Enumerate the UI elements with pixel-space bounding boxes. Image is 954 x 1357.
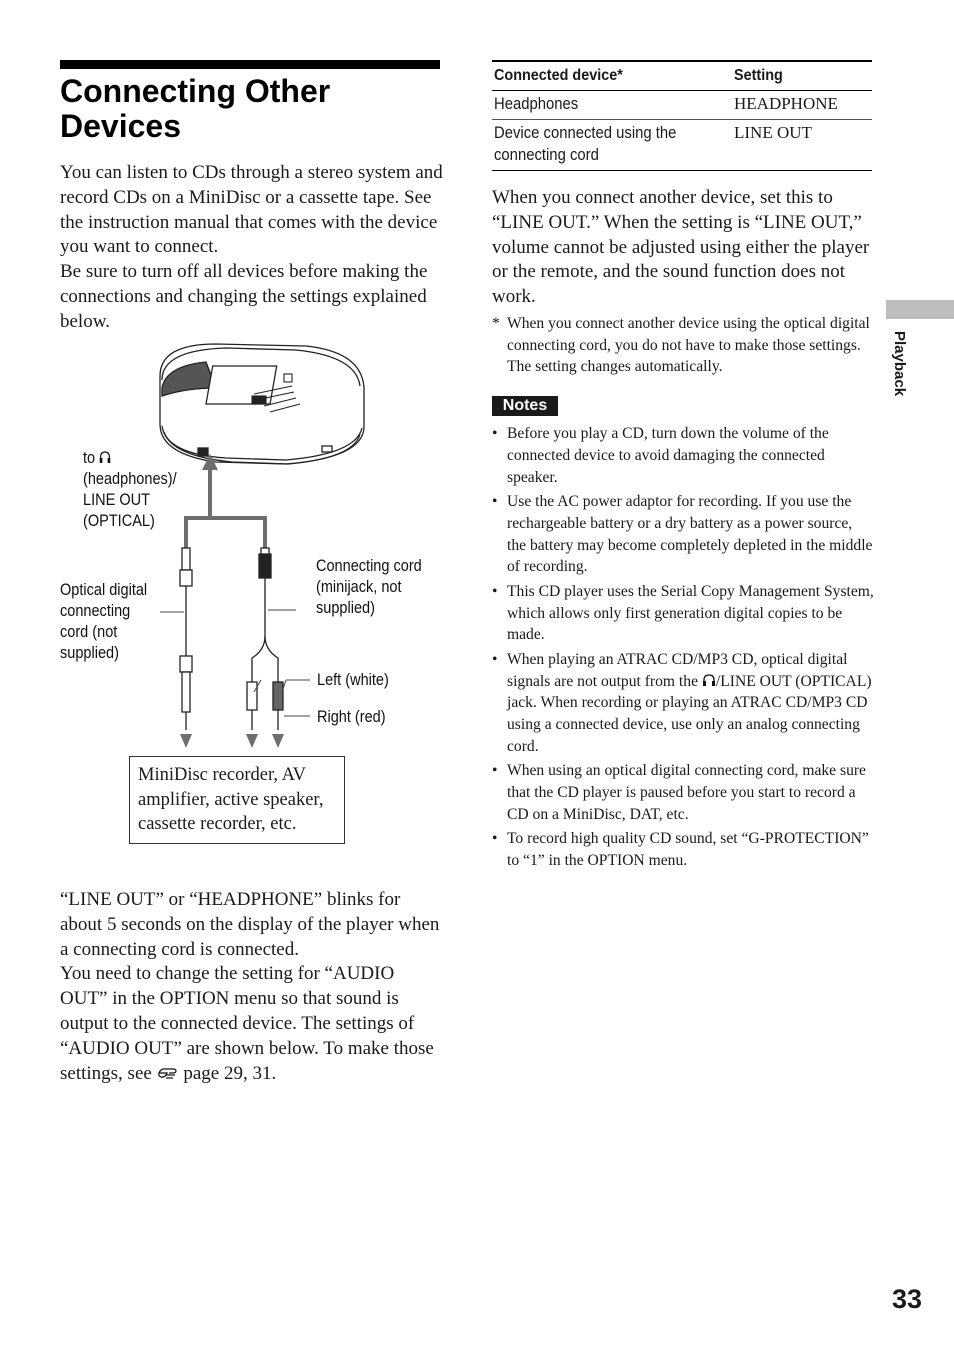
note-item: • To record high quality CD sound, set “G-PROTECTION” to “1” in the OPTION menu. (492, 830, 869, 870)
after-paragraph: You need to change the setting for “AUDIO OUT” in the OPTION menu so that sound is output to the connected device. The settings of “AUDIO OUT” are shown below. To make those settings, see page 29, 31. (60, 963, 434, 1084)
note-item: • When playing an ATRAC CD/MP3 CD, optical digital signals are not output from the /LINE OUT (OPTICAL) jack. When recording or playing an ATRAC CD/MP3 CD using a connected device, use only an analog connecting cord. (492, 650, 872, 755)
optical-cord-label: Optical digital connecting cord (not supplied) (60, 581, 148, 662)
footnote (492, 313, 874, 378)
intro-text (60, 161, 445, 335)
arrow-right (272, 734, 284, 748)
page-title: Connecting Other Devices (60, 73, 331, 144)
audio-out-settings-table (492, 60, 872, 171)
section-tab-label: Playback (891, 331, 908, 397)
jack-label: to (headphones)/ LINE OUT (OPTICAL) (83, 449, 177, 530)
table-header-row (492, 61, 872, 91)
after-paragraph: “LINE OUT” or “HEADPHONE” blinks for about 5 seconds on the display of the player when a connecting cord is connected. (60, 889, 440, 960)
intro-paragraph: Be sure to turn off all devices before making the connections and changing the settings explained below. (60, 261, 428, 332)
note-item: • This CD player uses the Serial Copy Management System, which allows only first generation digital copies to be made. (492, 582, 874, 644)
destination-line: cassette recorder, etc. (138, 814, 297, 834)
page-reference-icon (157, 1065, 179, 1081)
line-out-paragraph: When you connect another device, set this to “LINE OUT.” When the setting is “LINE OUT,” volume cannot be adjusted using either the player or the remote, and the sound function does not work. (492, 187, 870, 308)
arrow-left (246, 734, 258, 748)
device-cell: Device connected using the connecting cord (494, 124, 677, 164)
connecting-cord-label: Connecting cord (minijack, not supplied) (316, 557, 422, 617)
analog-cord (247, 548, 283, 730)
setting-cell: HEADPHONE (734, 94, 838, 113)
cable-routing (186, 466, 265, 548)
optical-cord (180, 548, 192, 730)
notes-badge: Notes (492, 396, 558, 416)
intro-paragraph: You can listen to CDs through a stereo system and record CDs on a MiniDisc or a cassette tape. See the instruction manual that comes with the device you want to connect. (60, 162, 443, 258)
left-white-label: Left (white) (317, 671, 389, 689)
table-row (492, 120, 872, 171)
destination-line: MiniDisc recorder, AV (138, 765, 306, 785)
table-row (492, 91, 872, 120)
destination-box (129, 756, 345, 844)
title-rule (60, 60, 440, 69)
arrow-optical (180, 734, 192, 748)
notes-list (492, 423, 874, 875)
right-red-label: Right (red) (317, 708, 386, 726)
headphones-icon (99, 450, 111, 464)
footnote-text: When you connect another device using the optical digital connecting cord, you do not have to make those settings. The setting changes automatically. (507, 315, 870, 375)
column-header-device: Connected device* (494, 67, 623, 84)
footnote-mark: * (492, 315, 500, 332)
page-number: 33 (891, 1284, 922, 1314)
column-header-setting: Setting (734, 67, 783, 84)
note-item: • Use the AC power adaptor for recording. If you use the rechargeable battery or a dry battery as a power source, the battery may become completely depleted in the middle of recording. (492, 492, 873, 576)
setting-cell: LINE OUT (734, 123, 812, 142)
cd-player-illustration (160, 344, 364, 464)
note-item: • When using an optical digital connecting cord, make sure that the CD player is paused before you start to record a CD on a MiniDisc, DAT, etc. (492, 762, 866, 823)
device-cell: Headphones (494, 95, 579, 113)
destination-line: amplifier, active speaker, (138, 789, 324, 810)
note-item: • Before you play a CD, turn down the volume of the connected device to avoid damaging the connected speaker. (492, 425, 829, 486)
section-tab-marker (886, 300, 954, 319)
headphones-icon (702, 673, 716, 687)
after-text (60, 888, 445, 1086)
